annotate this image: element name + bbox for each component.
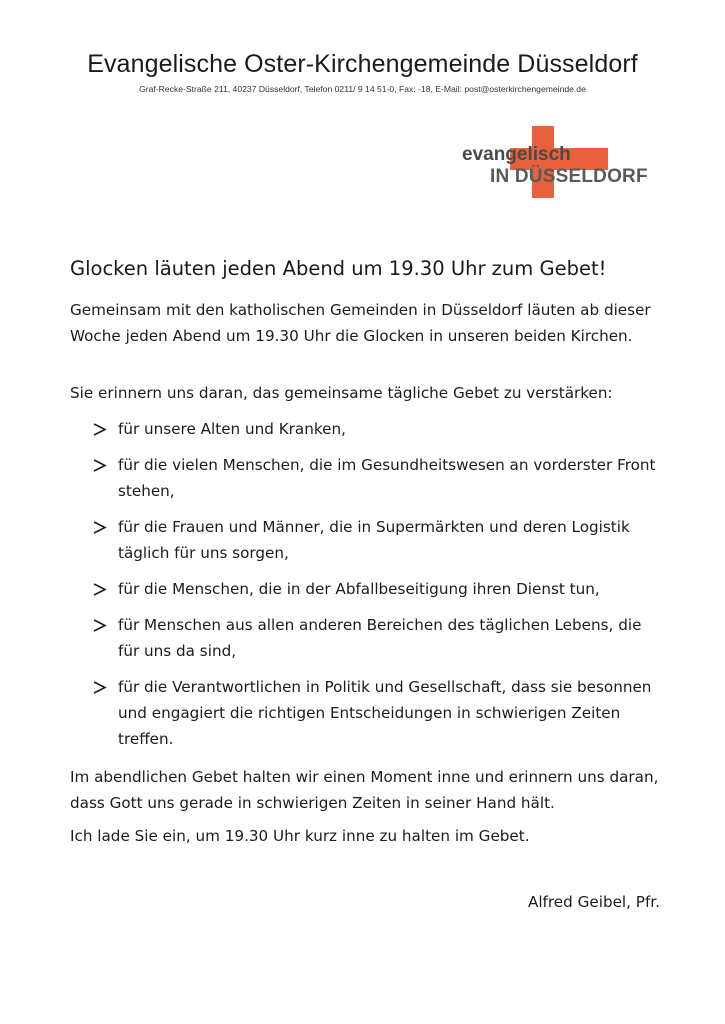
logo-line-1: evangelisch [462,144,571,165]
list-item-text: für die Menschen, die in der Abfallbeseitigung ihren Dienst tun, [118,580,600,598]
list-item-text: für Menschen aus allen anderen Bereichen des täglichen Lebens, die für uns da sind, [118,616,642,660]
list-item [92,674,667,752]
list-item [92,416,667,442]
church-logo [454,122,654,204]
list-item [92,576,667,602]
list-item-text: für die vielen Menschen, die im Gesundheitswesen an vorderster Front stehen, [118,456,656,500]
closing-paragraph: Im abendlichen Gebet halten wir einen Moment inne und erinnern uns daran, dass Gott uns gerade in schwierigen Zeiten in seiner Hand hält. [70,768,659,812]
arrow-bullet-icon [92,514,108,540]
letterhead-address: Graf-Recke-Straße 211, 40237 Düsseldorf, Telefon 0211/ 9 14 51-0, Fax: -18, E-Mail: post@osterkirchengemeinde.de [139,84,586,94]
list-item [92,452,667,504]
prayer-intentions-list [92,416,667,762]
page-heading: Glocken läuten jeden Abend um 19.30 Uhr zum Gebet! [70,257,607,280]
arrow-bullet-icon [92,576,108,602]
list-item-text: für die Verantwortlichen in Politik und Gesellschaft, dass sie besonnen und engagiert die richtigen Entscheidungen in schwierigen Zeiten treffen. [118,678,652,748]
invitation-paragraph: Ich lade Sie ein, um 19.30 Uhr kurz inne zu halten im Gebet. [70,827,530,845]
arrow-bullet-icon [92,674,108,700]
arrow-bullet-icon [92,452,108,478]
intro-paragraph: Gemeinsam mit den katholischen Gemeinden in Düsseldorf läuten ab dieser Woche jeden Abend um 19.30 Uhr die Glocken in unseren beiden Kirchen. [70,301,651,345]
list-item [92,612,667,664]
signature: Alfred Geibel, Pfr. [527,893,660,911]
letterhead-title: Evangelische Oster-Kirchengemeinde Düsseldorf [87,50,638,78]
list-item-text: für die Frauen und Männer, die in Supermärkten und deren Logistik täglich für uns sorgen, [118,518,630,562]
list-item [92,514,667,566]
logo-line-2: IN DÜSSELDORF [490,166,648,187]
reminder-paragraph: Sie erinnern uns daran, das gemeinsame tägliche Gebet zu verstärken: [70,384,613,402]
list-item-text: für unsere Alten und Kranken, [118,420,346,438]
arrow-bullet-icon [92,612,108,638]
arrow-bullet-icon [92,416,108,442]
